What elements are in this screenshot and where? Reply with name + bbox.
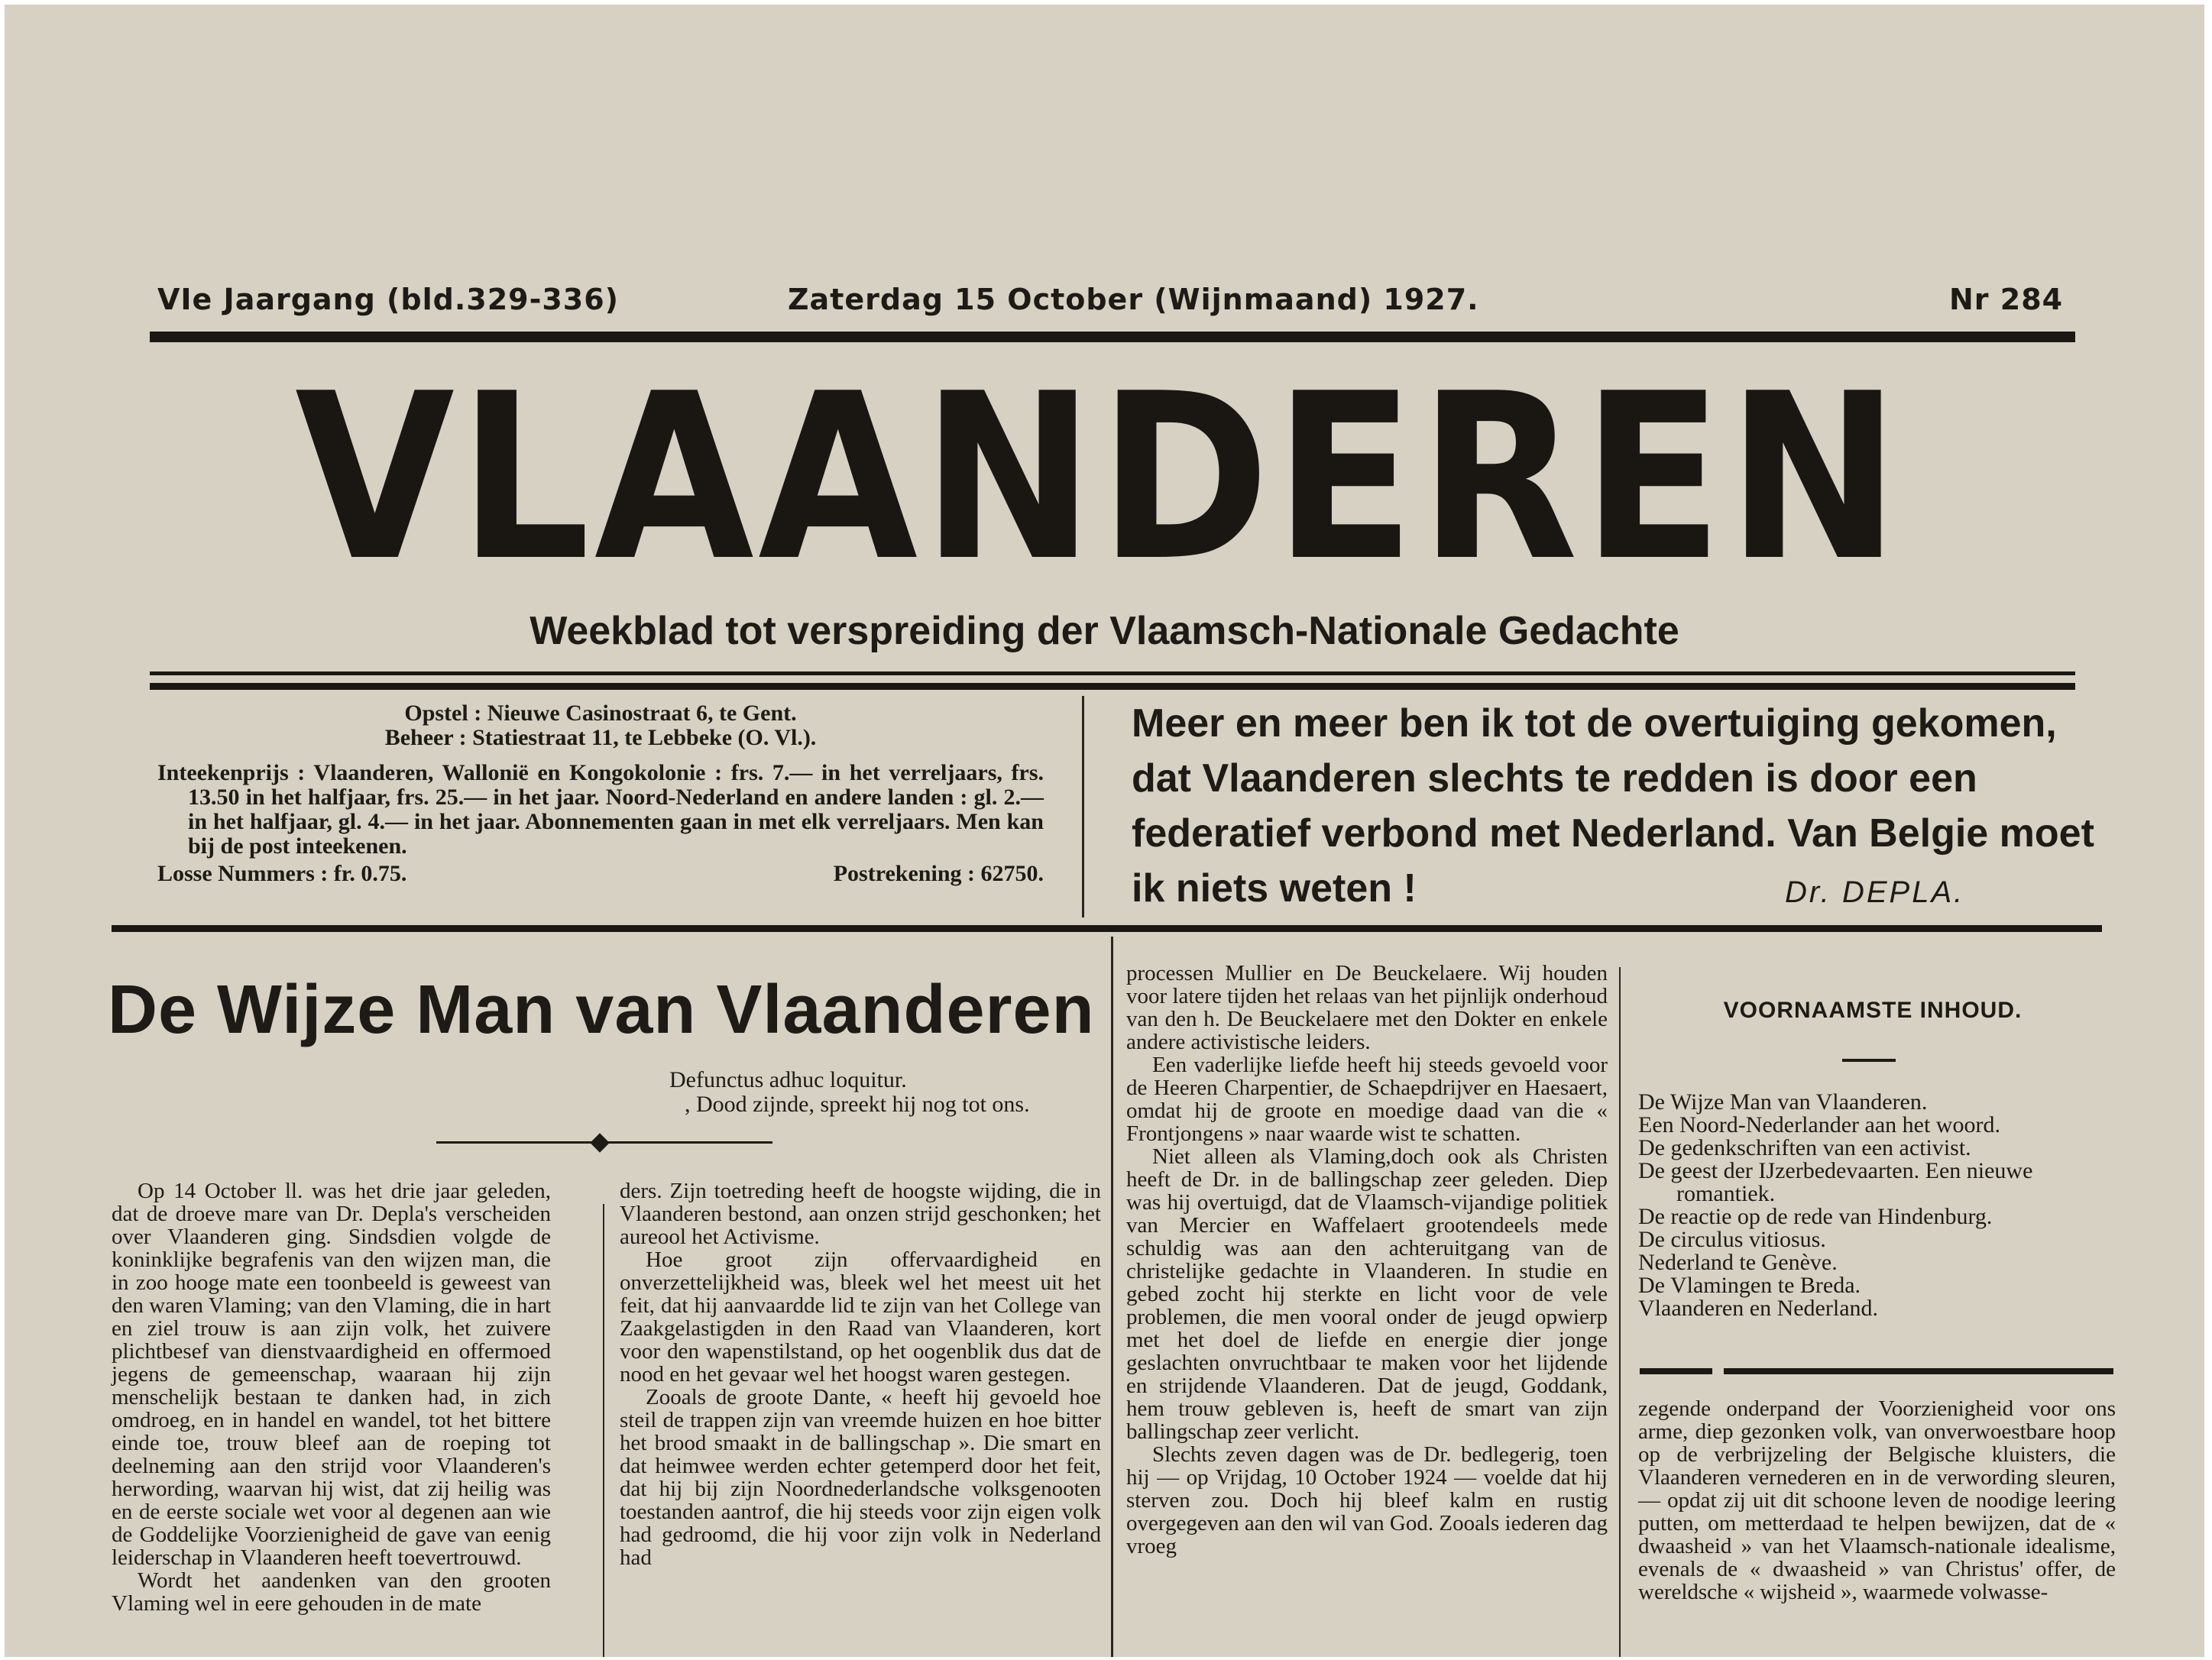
article-paragraph: Hoe groot zijn offervaardigheid en onverzettelijkheid was, bleek wel het meest uit het feit, dat hij aanvaardde lid te zijn van het College van Zaakgelastigden in den Raad van Vlaanderen, kort voor den wapenstilstand, op het oogenblik dus dat de nood en het gevaar wel het hoogst waren gestegen.	[620, 1247, 1101, 1387]
toc-item: De geest der IJzerbedevaarten. Een nieuwe romantiek.	[1638, 1158, 2033, 1206]
newspaper-page	[5, 5, 2204, 1657]
toc-item: De circulus vitiosus.	[1638, 1227, 1826, 1252]
toc-item: Een Noord-Nederlander aan het woord.	[1638, 1112, 2000, 1137]
article-paragraph: Een vaderlijke liefde heeft hij steeds gevoeld voor de Heeren Charpentier, de Schaepdrijver en Haesaert, omdat hij de groote en moedige daad van die « Frontjongens » naar waarde wist te schatten.	[1126, 1053, 1608, 1146]
toc-item: De Wijze Man van Vlaanderen.	[1638, 1089, 1928, 1115]
editorial-address: Opstel : Nieuwe Casinostraat 6, te Gent.	[404, 701, 797, 726]
management-address: Beheer : Statiestraat 11, te Lebbeke (O. Vl.).	[384, 725, 817, 750]
subscription-info	[157, 701, 1044, 886]
article-column-3	[1126, 962, 1608, 1558]
toc-rule-left	[1640, 1368, 1712, 1374]
article-paragraph: Wordt het aandenken van den grooten Vlaming wel in eere gehouden in de mate	[112, 1568, 551, 1616]
masthead-subtitle: Weekblad tot verspreiding der Vlaamsch-Nationale Gedachte	[530, 609, 1679, 653]
article-paragraph: zegende onderpand der Voorzienigheid voor ons arme, diep gezonken volk, van onverwoestbare hoop op de verbrijzeling der Belgische kluisters, die Vlaanderen vernederen en in de verwording sleuren, — opdat zij uit dit schoone leven de noodige leering putten, om metterdaad te helpen bewijzen, dat de « dwaasheid » van het Vlaamsch-nationale idealisme, evenals de « dwaasheid » van Christus' offer, de wereldsche « wijsheid », waarmede volwasse-	[1638, 1396, 2116, 1604]
epigraph-latin: Defunctus adhuc loquitur.	[669, 1067, 907, 1092]
article-paragraph: Zooals de groote Dante, « heeft hij gevoeld hoe steil de trappen zijn van vreemde huizen en hoe bitter het brood smaakt in de ballingschap ». Die smart en dat heimwee werden echter getemperd door het feit, dat hij bij zijn Noordnederlandsche volksgenooten toestanden aantrof, die hij steeds voor zijn eigen volk had gedroomd, die hij voor zijn volk in Nederland had	[620, 1385, 1101, 1570]
masthead-rule-thin	[150, 671, 2075, 675]
article-paragraph: Slechts zeven dagen was de Dr. bedlegerig, toen hij — op Vrijdag, 10 October 1924 — voelde dat hij sterven zou. Doch hij bleef kalm en rustig overgegeven aan den wil van God. Zooals iederen dag vroeg	[1126, 1442, 1608, 1558]
toc-item: De reactie op de rede van Hindenburg.	[1638, 1204, 1993, 1229]
headline-ornament-diamond	[590, 1133, 609, 1152]
masthead-title: VLAANDEREN	[295, 345, 1904, 611]
toc-rule-right	[1724, 1368, 2113, 1374]
article-paragraph: Op 14 October ll. was het drie jaar geleden, dat de droeve mare van Dr. Depla's verscheiden over Vlaanderen ging. Sindsdien volgde de koninklijke begrafenis van den wijzen man, die in zoo hooge mate een toonbeeld is geweest van den waren Vlaming; van den Vlaming, die in hart en ziel trouw is aan zijn volk, het zuivere plichtbesef van dienstvaardigheid en offermoed jegens de gemeenschap, waaraan hij zijn menschelijk bestaan te danken had, in zich omdroeg, en in handel en wandel, tot het bittere einde toe, trouw bleef aan de roeping tot deelneming aan den strijd voor Vlaanderen's herwording, waarvan hij wist, dat zij heilig was en de eerste sociale wet voor al degenen aan wie de Goddelijke Voorzienigheid de gave van eenig leiderschap in Vlaanderen heeft toevertrouwd.	[112, 1179, 551, 1570]
article-column-4	[1638, 1397, 2116, 1603]
toc-item: Vlaanderen en Nederland.	[1638, 1296, 1879, 1321]
toc-title: VOORNAAMSTE INHOUD.	[1723, 998, 2023, 1023]
article-column-1	[112, 1179, 551, 1615]
subscription-prices: Inteekenprijs : Vlaanderen, Wallonië en Kongokolonie : frs. 7.— in het verreljaars, frs. 13.50 in het halfjaar, frs. 25.— in het jaar. Noord-Nederland en andere landen : gl. 2.— in het halfjaar, gl. 4.— in het jaar. Abonnementen gaan in met elk verreljaars. Men kan bij de post inteekenen.	[157, 760, 1044, 859]
info-divider	[1082, 696, 1084, 917]
epigraph-dutch: , Dood zijnde, spreekt hij nog tot ons.	[685, 1092, 1030, 1117]
volume-label: VIe Jaargang (bld.329-336)	[157, 283, 620, 316]
toc-item: De Vlamingen te Breda.	[1638, 1273, 1861, 1298]
toc-item: De gedenkschriften van een activist.	[1638, 1135, 1971, 1160]
quote-author: Dr. DEPLA.	[1785, 875, 1965, 909]
single-issue-price: Losse Nummers : fr. 0.75.	[157, 861, 407, 886]
article-column-2	[620, 1179, 1101, 1569]
top-rule	[150, 332, 2075, 342]
column-divider-main	[1111, 937, 1113, 1657]
section-rule	[112, 925, 2102, 932]
postal-account: Postrekening : 62750.	[833, 861, 1044, 886]
masthead-rule-thick	[150, 683, 2075, 690]
issue-date: Zaterdag 15 October (Wijnmaand) 1927.	[788, 283, 1479, 316]
depla-quote: Meer en meer ben ik tot de overtuiging gekomen, dat Vlaanderen slechts te redden is door een federatief verbond met Nederland. Van Belgie moet ik niets weten !	[1132, 701, 2094, 911]
column-divider-1	[603, 1204, 604, 1657]
toc-list	[1638, 1091, 2135, 1320]
toc-ornament	[1842, 1059, 1896, 1062]
toc-item: Nederland te Genève.	[1638, 1250, 1838, 1275]
issue-number: Nr 284	[1949, 283, 2064, 316]
article-paragraph: ders. Zijn toetreding heeft de hoogste wijding, die in Vlaanderen bestond, aan onzen strijd geschonken; het aureool het Activisme.	[620, 1179, 1101, 1249]
article-paragraph: processen Mullier en De Beuckelaere. Wij houden voor latere tijden het relaas van het pijnlijk onderhoud van den h. De Beuckelaere met den Dokter en enkele andere activistische leiders.	[1126, 961, 1608, 1054]
column-divider-3	[1619, 967, 1621, 1657]
article-paragraph: Niet alleen als Vlaming,doch ook als Christen heeft de Dr. in de ballingschap zeer geleden. Diep was hij overtuigd, dat de Vlaamsch-vijandige politiek van Mercier en Waffelaert grootendeels mede schuldig was aan den achteruitgang van de christelijke gedachte in Vlaanderen. In studie en gebed zocht hij sterkte en licht voor de vele problemen, die men vooral onder de jeugd opwierp met het doel de liefde en energie dier jonge geslachten onvruchtbaar te maken voor het lijdende en strijdende Vlaanderen. Dat de jeugd, Goddank, hem trouw gebleven is, heeft de smart van zijn ballingschap zeer verlicht.	[1126, 1144, 1608, 1444]
article-epigraph	[669, 1068, 1030, 1117]
article-headline: De Wijze Man van Vlaanderen	[108, 972, 1095, 1048]
